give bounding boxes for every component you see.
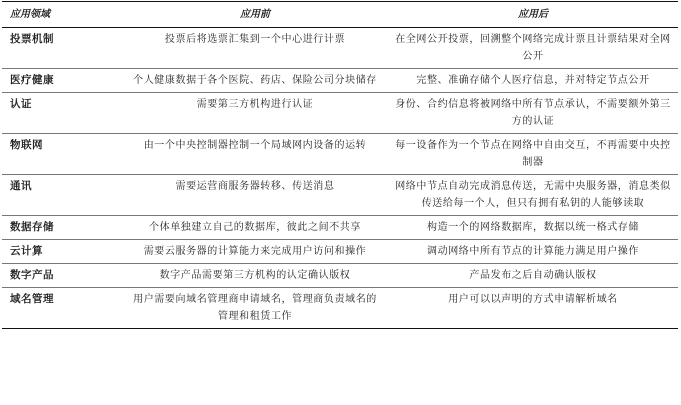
cell-domain: 通讯 bbox=[10, 180, 32, 192]
cell-after: 构造一个的网络数据库，数据以统一格式存储 bbox=[427, 222, 639, 233]
cell-domain: 投票机制 bbox=[10, 33, 54, 45]
cell-before: 个人健康数据于各个医院、药店、保险公司分块储存 bbox=[133, 75, 377, 86]
cell-before: 需要运营商服务器转移、传送消息 bbox=[175, 181, 335, 192]
header-domain: 应用领域 bbox=[10, 9, 50, 20]
cell-before: 需要第三方机构进行认证 bbox=[196, 99, 314, 110]
cell-domain: 医疗健康 bbox=[10, 74, 54, 86]
document-page bbox=[0, 1, 681, 405]
cell-after: 每一设备作为一个节点在网络中自由交互，不再需要中央控制器 bbox=[395, 140, 671, 168]
comparison-table bbox=[2, 1, 678, 329]
table-header bbox=[2, 2, 678, 28]
cell-after: 身份、合约信息将被网络中所有节点承认，不需要额外第三方的认证 bbox=[395, 99, 671, 127]
cell-domain: 认证 bbox=[10, 98, 32, 110]
cell-after: 产品发布之后自动确认版权 bbox=[469, 270, 597, 281]
cell-before: 由一个中央控制器控制一个局域网内设备的运转 bbox=[143, 140, 367, 151]
cell-domain: 物联网 bbox=[10, 139, 43, 151]
table-row bbox=[2, 93, 678, 134]
cell-before: 数字产品需要第三方机构的认定确认版权 bbox=[159, 270, 351, 281]
cell-after: 网络中节点自动完成消息传送，无需中央服务器，消息类似传送给每一个人，但只有拥有私钥的人能够读取 bbox=[395, 181, 671, 209]
cell-after: 调动网络中所有节点的计算能力满足用户操作 bbox=[427, 246, 639, 257]
table-row bbox=[2, 69, 678, 93]
cell-before: 投票后将选票汇集到一个中心进行计票 bbox=[164, 34, 346, 45]
table-row bbox=[2, 288, 678, 329]
cell-domain: 域名管理 bbox=[10, 293, 54, 305]
cell-domain: 云计算 bbox=[10, 245, 43, 257]
table-row bbox=[2, 264, 678, 288]
cell-domain: 数据存储 bbox=[10, 221, 54, 233]
cell-before: 个体单独建立自己的数据库，彼此之间不共享 bbox=[149, 222, 361, 233]
cell-after: 在全网公开投票，回溯整个网络完成计票且计票结果对全网公开 bbox=[395, 34, 671, 62]
table-row bbox=[2, 240, 678, 264]
cell-after: 完整、准确存储个人医疗信息，并对特定节点公开 bbox=[416, 75, 650, 86]
cell-before: 用户需要向域名管理商申请域名，管理商负责域名的管理和租赁工作 bbox=[133, 294, 377, 322]
header-after: 应用后 bbox=[518, 9, 548, 20]
table-row bbox=[2, 28, 678, 69]
header-before: 应用前 bbox=[240, 9, 270, 20]
table-body bbox=[2, 28, 678, 329]
cell-after: 用户可以以声明的方式申请解析域名 bbox=[448, 294, 618, 305]
cell-before: 需要云服务器的计算能力来完成用户访问和操作 bbox=[143, 246, 367, 257]
table-row bbox=[2, 175, 678, 216]
header-row bbox=[2, 2, 678, 28]
table-row bbox=[2, 134, 678, 175]
table-row bbox=[2, 216, 678, 240]
cell-domain: 数字产品 bbox=[10, 269, 54, 281]
